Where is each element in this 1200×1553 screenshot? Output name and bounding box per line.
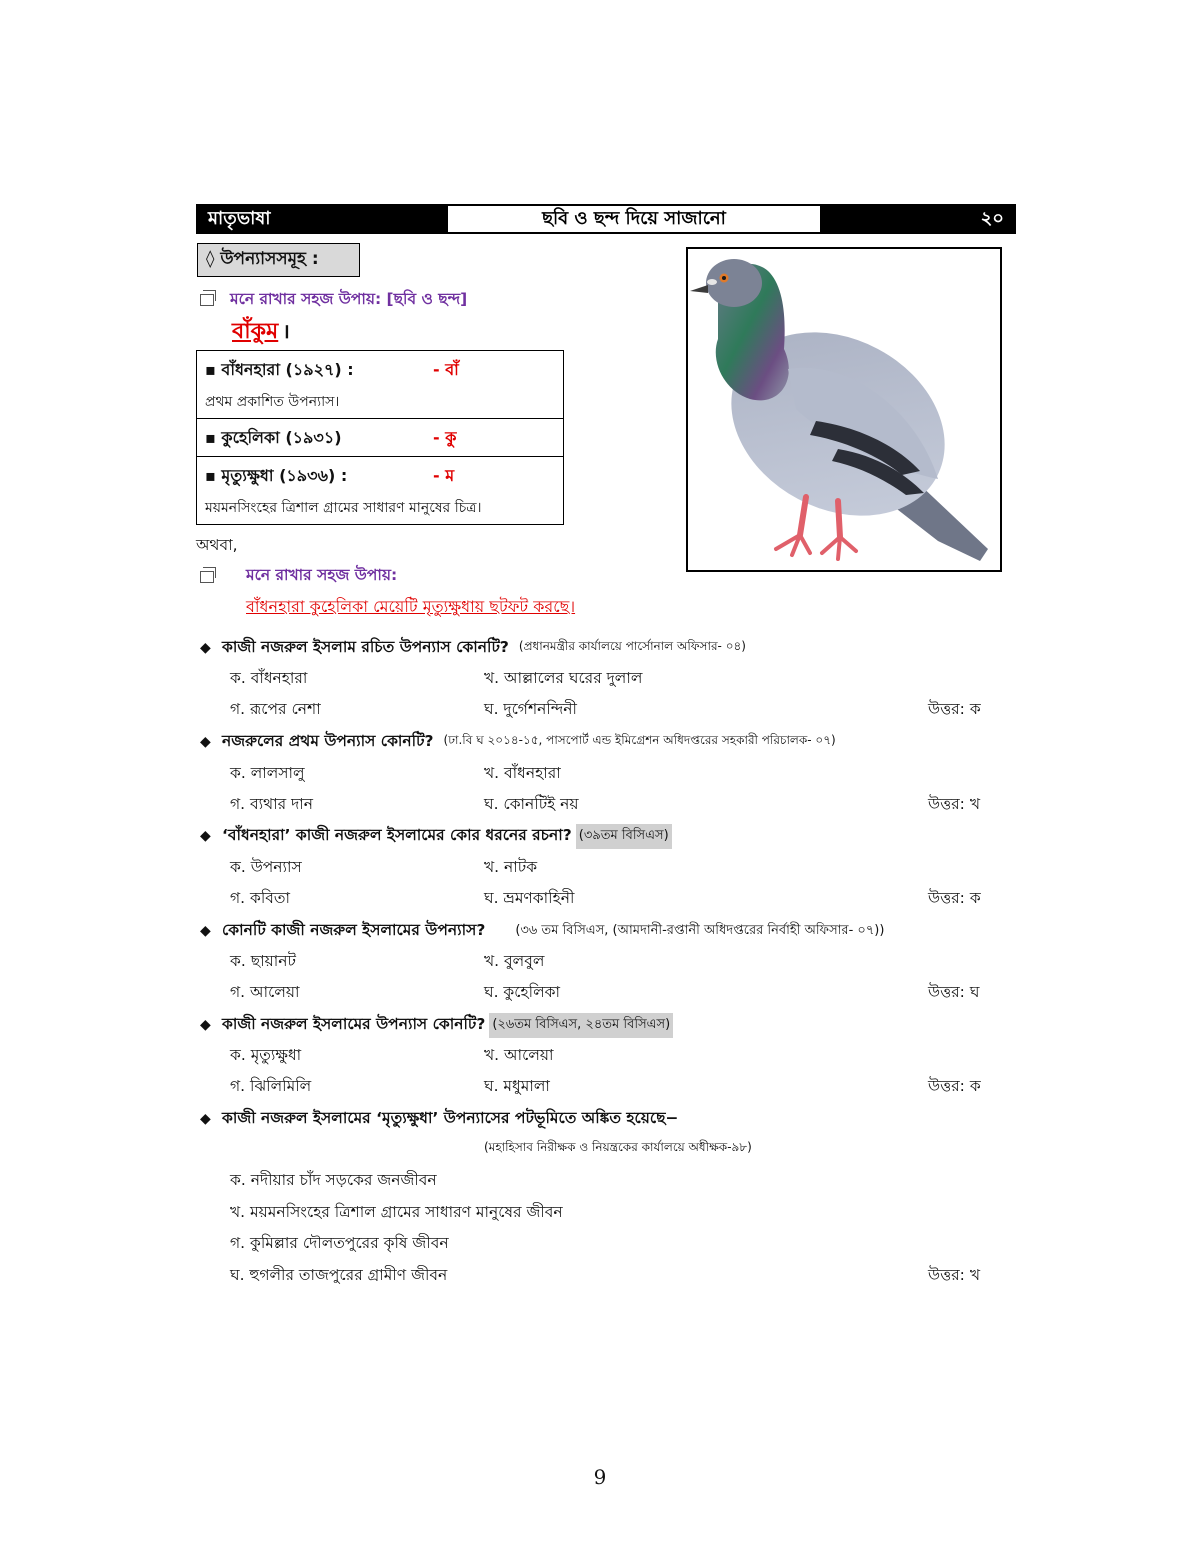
- novel-row: [197, 457, 563, 524]
- answer: উত্তর: ঘ: [928, 983, 980, 1001]
- option: ঘ. ভ্রমণকাহিনী: [484, 889, 575, 907]
- question-source: (প্রধানমন্ত্রীর কার্যালয়ে পার্সোনাল অফিসার- ০৪): [518, 639, 746, 653]
- novel-desc: প্রথম প্রকাশিত উপন্যাস।: [205, 394, 340, 410]
- option: খ. বাঁধনহারা: [484, 764, 561, 782]
- question-text: ‘বাঁধনহারা’ কাজী নজরুল ইসলামের কোর ধরনের রচনা?: [222, 826, 572, 844]
- option: ঘ. কোনটিই নয়: [484, 795, 579, 813]
- header-page-badge: ২০: [822, 206, 1014, 232]
- note-icon: [200, 571, 214, 583]
- option: খ. আলেয়া: [484, 1046, 554, 1064]
- question-source: (মহাহিসাব নিরীক্ষক ও নিয়ন্ত্রকের কার্যালয়ে অধীক্ষক-৯৮): [484, 1140, 752, 1154]
- question: [200, 1106, 678, 1132]
- answer: উত্তর: ক: [928, 700, 981, 718]
- header-chapter-title: ছবি ও ছন্দ দিয়ে সাজানো: [448, 206, 822, 232]
- novel-name: ▪ বাঁধনহারা (১৯২৭) :: [205, 360, 354, 379]
- option: খ. বুলবুল: [484, 952, 545, 970]
- option: ক. বাঁধনহারা: [230, 669, 308, 687]
- mnemonic-sentence: বাঁধনহারা কুহেলিকা মেয়েটি মৃত্যুক্ষুধায় ছটফট করছে।: [246, 597, 576, 616]
- question: [200, 918, 884, 944]
- question-source: (৩৬ তম বিসিএস, (আমদানী-রপ্তানী অধিদপ্তরের নির্বাহী অফিসার- ০৭)): [515, 922, 885, 938]
- option: ঘ. হুগলীর তাজপুরের গ্রামীণ জীবন: [230, 1266, 448, 1284]
- novel-name: ▪ মৃত্যুক্ষুধা (১৯৩৬) :: [205, 466, 348, 485]
- note-icon: [200, 294, 214, 306]
- question-source: (৩৯তম বিসিএস): [576, 824, 672, 849]
- option: ক. ছায়ানট: [230, 952, 296, 970]
- question-text: কাজী নজরুল ইসলামের ‘মৃত্যুক্ষুধা’ উপন্যাসের পটভূমিতে অঙ্কিত হয়েছে−: [222, 1109, 679, 1127]
- mnemonic: [232, 314, 290, 351]
- option: গ. কুমিল্লার দৌলতপুরের কৃষি জীবন: [230, 1234, 449, 1252]
- novel-name: ▪ কুহেলিকা (১৯৩১): [205, 428, 342, 447]
- option: গ. রূপের নেশা: [230, 700, 321, 718]
- header-subject: মাতৃভাষা: [198, 206, 448, 232]
- diamond-bullet-icon: ◆: [200, 828, 211, 844]
- option: ক. নদীয়ার চাঁদ সড়কের জনজীবন: [230, 1171, 437, 1189]
- option: গ. কবিতা: [230, 889, 291, 907]
- novel-desc: ময়মনসিংহের ত্রিশাল গ্রামের সাধারণ মানুষের চিত্র।: [205, 500, 482, 516]
- page-number: 9: [593, 1465, 607, 1489]
- answer: উত্তর: ক: [928, 1077, 981, 1095]
- option: গ. আলেয়া: [230, 983, 300, 1001]
- question-source: (২৬তম বিসিএস, ২৪তম বিসিএস): [489, 1013, 673, 1038]
- diamond-bullet-icon: ◆: [200, 1111, 211, 1127]
- answer: উত্তর: খ: [928, 1266, 981, 1284]
- option: খ. ময়মনসিংহের ত্রিশাল গ্রামের সাধারণ মানুষের জীবন: [230, 1203, 563, 1221]
- novels-table: [196, 350, 564, 525]
- option: ঘ. দুর্গেশনন্দিনী: [484, 700, 577, 718]
- answer: উত্তর: ক: [928, 889, 981, 907]
- pigeon-icon: [688, 249, 1000, 570]
- question-text: নজরুলের প্রথম উপন্যাস কোনটি?: [222, 732, 434, 750]
- tip-label: মনে রাখার সহজ উপায়:: [246, 566, 398, 584]
- mnemonic-word: বাঁকুম: [232, 319, 279, 344]
- option: ঘ. মধুমালা: [484, 1077, 550, 1095]
- question: [200, 635, 746, 661]
- pigeon-image: [686, 247, 1002, 572]
- option: ক. উপন্যাস: [230, 858, 302, 876]
- or-text: অথবা,: [196, 536, 238, 554]
- diamond-bullet-icon: ◆: [200, 734, 211, 750]
- answer: উত্তর: খ: [928, 795, 981, 813]
- question-text: কাজী নজরুল ইসলামের উপন্যাস কোনটি?: [222, 1015, 486, 1033]
- option: খ. নাটক: [484, 858, 538, 876]
- section-title: ◊ উপন্যাসসমূহ :: [197, 243, 360, 277]
- option: খ. আল্লালের ঘরের দুলাল: [484, 669, 643, 687]
- mnemonic-punct: ।: [282, 319, 290, 343]
- tip-label: মনে রাখার সহজ উপায়: [ছবি ও ছন্দ]: [230, 290, 468, 308]
- novel-row: [197, 351, 563, 419]
- diamond-bullet-icon: ◆: [200, 923, 211, 939]
- question: [200, 1012, 673, 1038]
- question: [200, 729, 836, 755]
- page-header: [196, 204, 1016, 234]
- option: গ. ঝিলিমিলি: [230, 1077, 312, 1095]
- novel-row: [197, 419, 563, 457]
- diamond-bullet-icon: ◆: [200, 640, 211, 656]
- question-source: (ঢা.বি ঘ ২০১৪-১৫, পাসপোর্ট এন্ড ইমিগ্রেশন অধিদপ্তরের সহকারী পরিচালক- ০৭): [443, 733, 836, 747]
- option: গ. ব্যথার দান: [230, 795, 314, 813]
- question-text: কোনটি কাজী নজরুল ইসলামের উপন্যাস?: [222, 921, 486, 939]
- question-text: কাজী নজরুল ইসলাম রচিত উপন্যাস কোনটি?: [222, 638, 509, 656]
- novel-letter: - কু: [433, 428, 457, 447]
- option: ক. মৃত্যুক্ষুধা: [230, 1046, 302, 1064]
- option: ঘ. কুহেলিকা: [484, 983, 560, 1001]
- question: [200, 823, 672, 849]
- diamond-bullet-icon: ◆: [200, 1017, 211, 1033]
- novel-letter: - বাঁ: [433, 360, 459, 379]
- novel-letter: - ম: [433, 466, 455, 485]
- option: ক. লালসালু: [230, 764, 305, 782]
